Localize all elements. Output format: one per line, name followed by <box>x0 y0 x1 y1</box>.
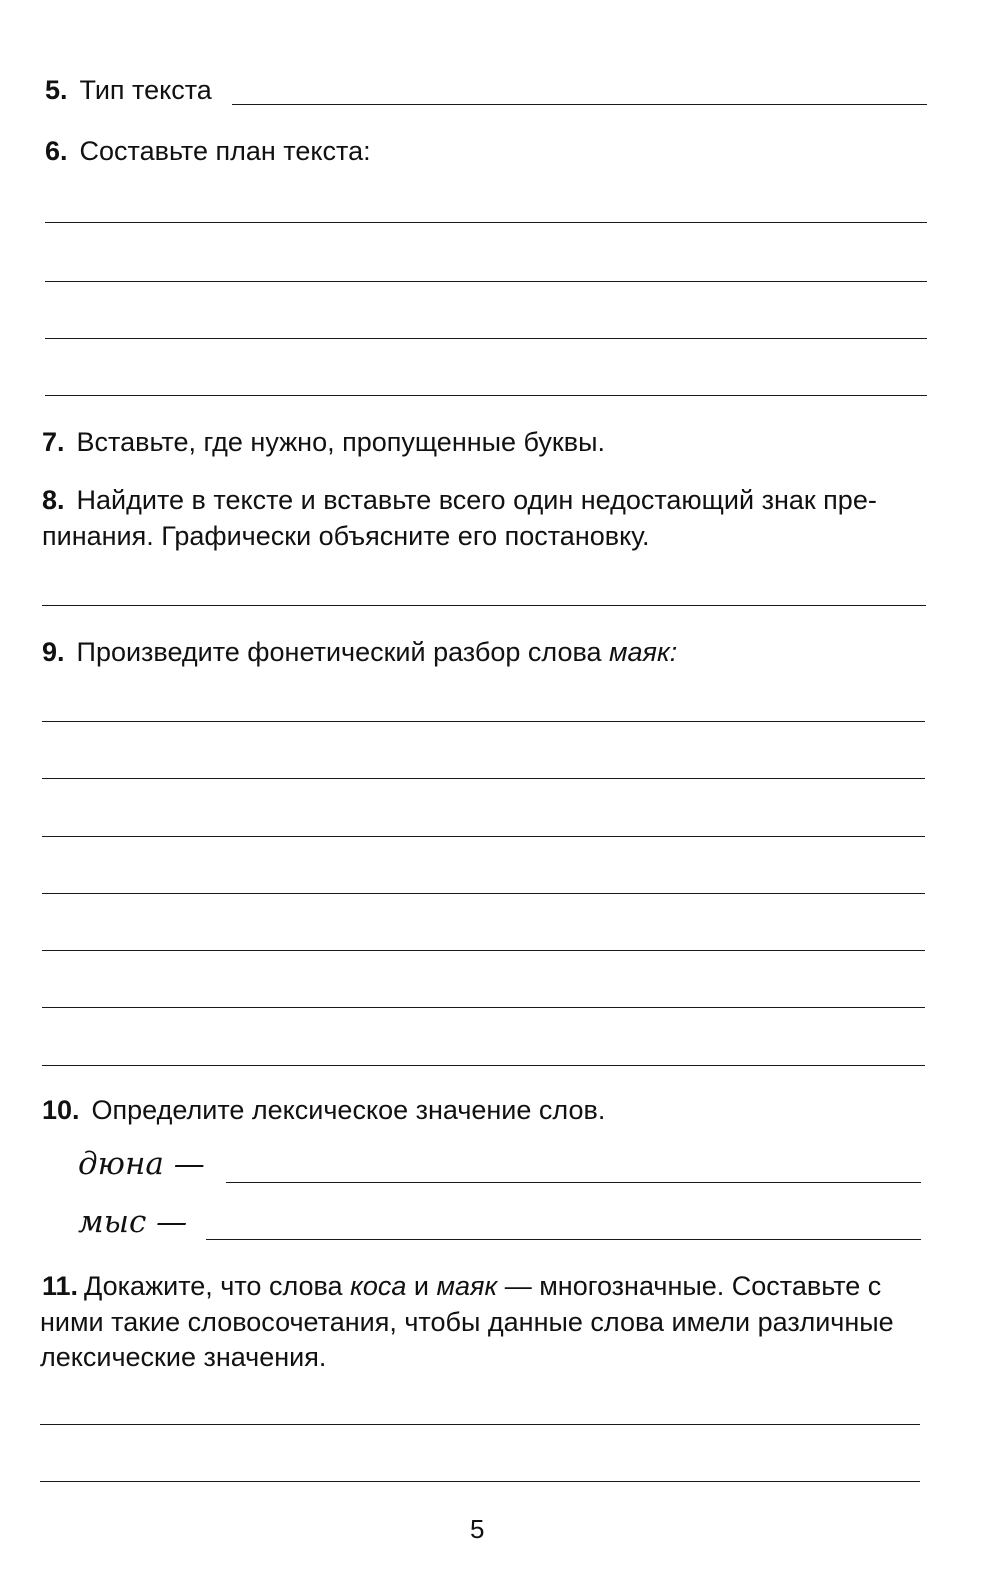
question-number: 6. <box>45 136 68 166</box>
question-number: 10. <box>42 1095 80 1125</box>
question-word: коса <box>350 1271 407 1301</box>
question-number: 11. <box>42 1271 79 1301</box>
question-text: Докажите, что слова <box>84 1271 343 1301</box>
question-11 <box>42 1268 881 1304</box>
question-text: Вставьте, где нужно, пропущенные буквы. <box>76 427 605 457</box>
question-text: — многозначные. Составьте с <box>504 1271 882 1301</box>
question-text-line: ними такие словосочетания, чтобы данные слова имели различные <box>40 1307 894 1337</box>
question-number: 5. <box>45 75 68 105</box>
question-text-line: лексические значения. <box>40 1342 327 1372</box>
answer-line[interactable] <box>45 395 927 396</box>
question-7 <box>42 424 605 460</box>
question-6 <box>45 133 371 169</box>
answer-line[interactable] <box>42 893 925 894</box>
question-number: 7. <box>42 427 65 457</box>
question-text-line: пинания. Графически объясните его постановку. <box>42 521 650 551</box>
answer-line[interactable] <box>45 222 927 223</box>
answer-line[interactable] <box>226 1182 921 1183</box>
answer-line[interactable] <box>42 605 926 606</box>
question-text: Тип текста <box>79 75 212 105</box>
question-10 <box>42 1092 605 1128</box>
question-text: Составьте план текста: <box>79 136 371 166</box>
answer-line[interactable] <box>45 281 927 282</box>
term-duna: дюна — <box>78 1146 205 1182</box>
question-word: маяк <box>436 1271 498 1301</box>
question-text-line: Найдите в тексте и вставьте всего один недостающий знак пре- <box>76 485 877 515</box>
answer-line[interactable] <box>40 1424 920 1425</box>
question-11-continuation <box>40 1304 894 1340</box>
question-text: Определите лексическое значение слов. <box>91 1095 606 1125</box>
answer-line[interactable] <box>206 1239 921 1240</box>
question-word: маяк: <box>609 637 678 667</box>
term-mys: мыс — <box>78 1204 188 1240</box>
answer-line[interactable] <box>42 1007 925 1008</box>
question-text: и <box>413 1271 429 1301</box>
answer-line[interactable] <box>42 778 925 779</box>
answer-line[interactable] <box>42 950 925 951</box>
question-8-continuation <box>42 518 650 554</box>
answer-line[interactable] <box>40 1481 920 1482</box>
question-9 <box>42 634 677 670</box>
question-number: 8. <box>42 485 65 515</box>
answer-line[interactable] <box>42 1065 925 1066</box>
question-text: Произведите фонетический разбор слова <box>76 637 602 667</box>
answer-line[interactable] <box>42 721 925 722</box>
question-11-continuation <box>40 1339 326 1375</box>
answer-line[interactable] <box>42 836 925 837</box>
answer-line[interactable] <box>45 338 927 339</box>
question-5 <box>45 72 212 108</box>
page-number: 5 <box>470 1514 485 1544</box>
answer-line[interactable] <box>232 104 927 105</box>
question-number: 9. <box>42 637 65 667</box>
question-8 <box>42 482 877 518</box>
